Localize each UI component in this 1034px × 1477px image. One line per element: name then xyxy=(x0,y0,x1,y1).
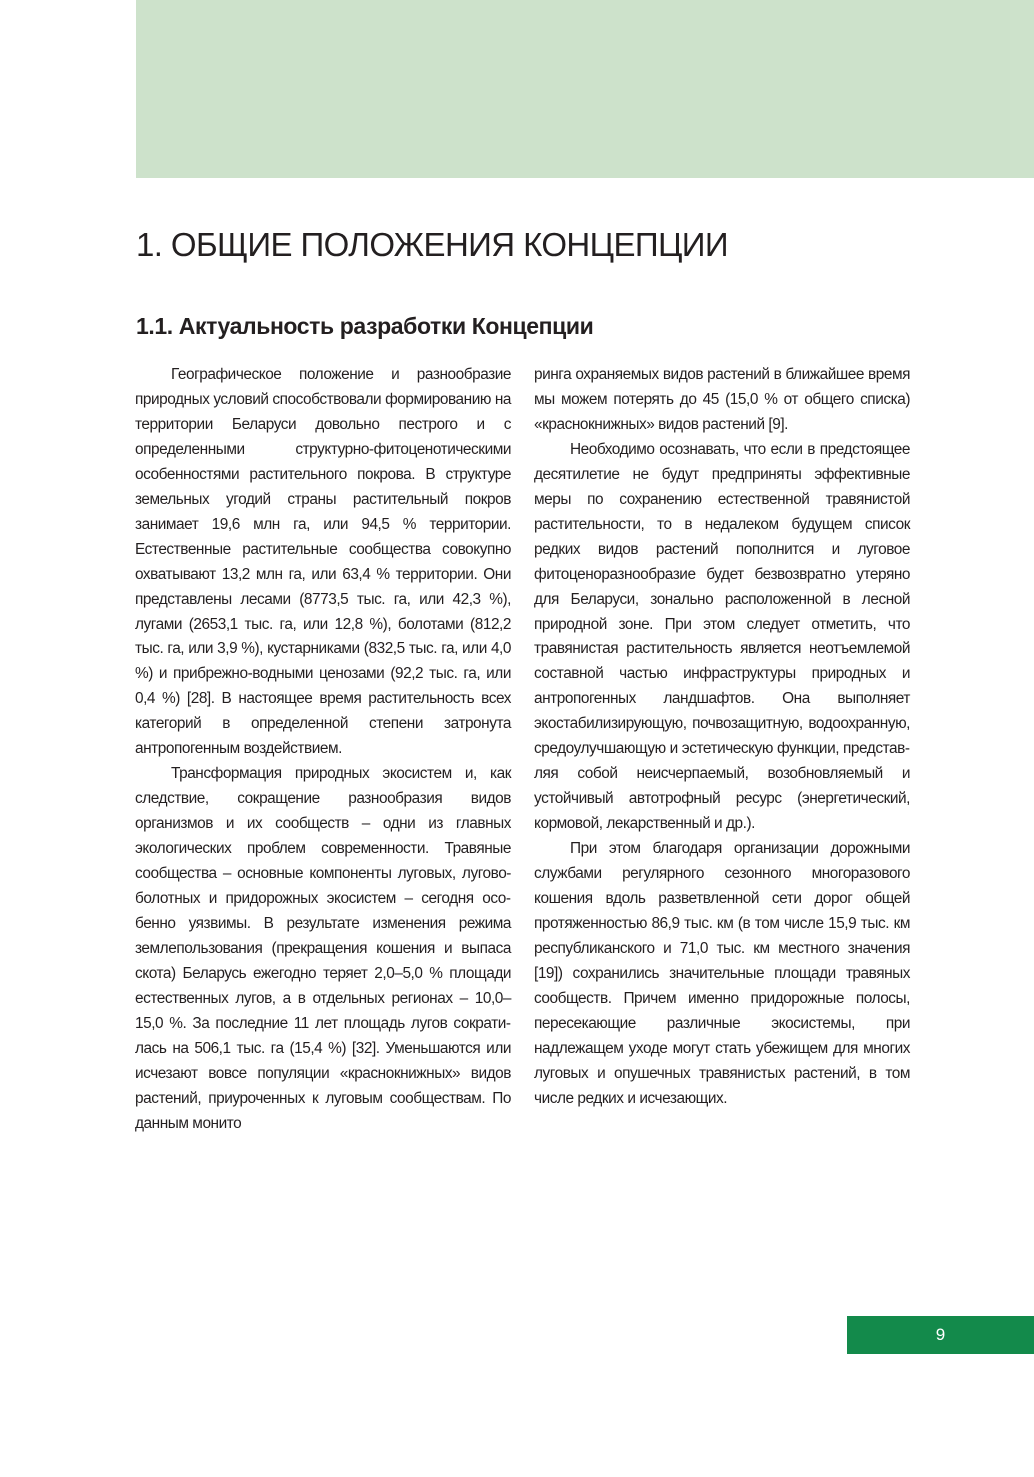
page-number: 9 xyxy=(935,1325,946,1344)
paragraph-transformation: Трансформация природных экосистем и, как следствие, сокращение разнообразия видов организмов и их сообществ – одни из главных экологических проблем современности. Травяные сообщества – основные компоненты луговых, лугово-болотных и придорожных экосистем – сегодня особенно уязвимы. В результате изменения режима землепользования (прекращения кошения и выпаса скота) Беларусь ежегодно теряет 2,0–5,0 % площади естественных лугов, а в отдельных регионах – 10,0–15,0 %. За последние 11 лет площадь лугов сократилась на 506,1 тыс. га (15,4 %) [32]. Уменьшаются или исчезают вовсе популяции «краснокнижных» видов растений, приуроченных к луговым сообществам. По данным монито xyxy=(135,765,511,1132)
chapter-title: 1. ОБЩИЕ ПОЛОЖЕНИЯ КОНЦЕПЦИИ xyxy=(136,226,729,263)
paragraph-awareness: Необходимо осознавать, что если в предстоящее десятилетие не будут предприняты эффективные меры по сохранению естественной травянистой растительности, то в недалеком будущем список редких видов растений пополнится и луговое фитоценоразнообразие будет безвозвратно утеряно для Беларуси, зонально расположенной в лесной природной зоне. При этом следует отметить, что травянистая растительность является неотъемлемой составной частью инфраструктуры природных и антропогенных ландшафтов. Она выполняет экостабилизирующую, почвозащитную, водоохранную, средоулучшающую и эстетическую функции, представляя собой неисчерпаемый, возобновляемый и устойчивый автотрофный ресурс (энергетический, кормовой, лекарственный и др.). xyxy=(534,440,910,833)
paragraph-monitoring-continued: ринга охраняемых видов растений в ближайшее время мы можем потерять до 45 (15,0 % от общего списка) «краснокнижных» видов растений [9]. xyxy=(534,366,910,433)
header-color-band xyxy=(136,0,1034,178)
text-column-left xyxy=(135,363,511,1137)
page-number-band xyxy=(847,1316,1034,1354)
paragraph-geography: Географическое положение и разнообразие природных условий способствовали формированию на территории Беларуси довольно пестрого и с определенными структурно-фитоценотическими особенностями растительного покрова. В структуре земельных угодий страны растительный покров занимает 19,6 млн га, или 94,5 % территории. Естественные растительные сообщества совокупно охватывают 13,2 млн га, или 63,4 % территории. Они представлены лесами (8773,5 тыс. га, или 42,3 %), лугами (2653,1 тыс. га, или 12,8 %), болотами (812,2 тыс. га, или 3,9 %), кустарниками (832,5 тыс. га, или 4,0 %) и прибрежно-водными ценозами (92,2 тыс. га, или 0,4 %) [28]. В настоящее время растительность всех категорий в определенной степени затронута антропогенным воздействием. xyxy=(135,366,511,758)
paragraph-roadside: При этом благодаря организации дорожными службами регулярного сезонного многоразового кошения вдоль разветвленной сети дорог общей протяженностью 86,9 тыс. км (в том числе 15,9 тыс. км республиканского и 71,0 тыс. км местного значения [19]) сохранились значительные площади травяных сообществ. Причем именно придорожные полосы, пересекающие различные экосистемы, при надлежащем уходе могут стать убежищем для многих луговых и опушечных травянистых растений, в том числе редких и исчезающих. xyxy=(534,840,910,1107)
text-column-right xyxy=(534,363,910,1112)
section-title: 1.1. Актуальность разработки Концепции xyxy=(136,313,594,339)
